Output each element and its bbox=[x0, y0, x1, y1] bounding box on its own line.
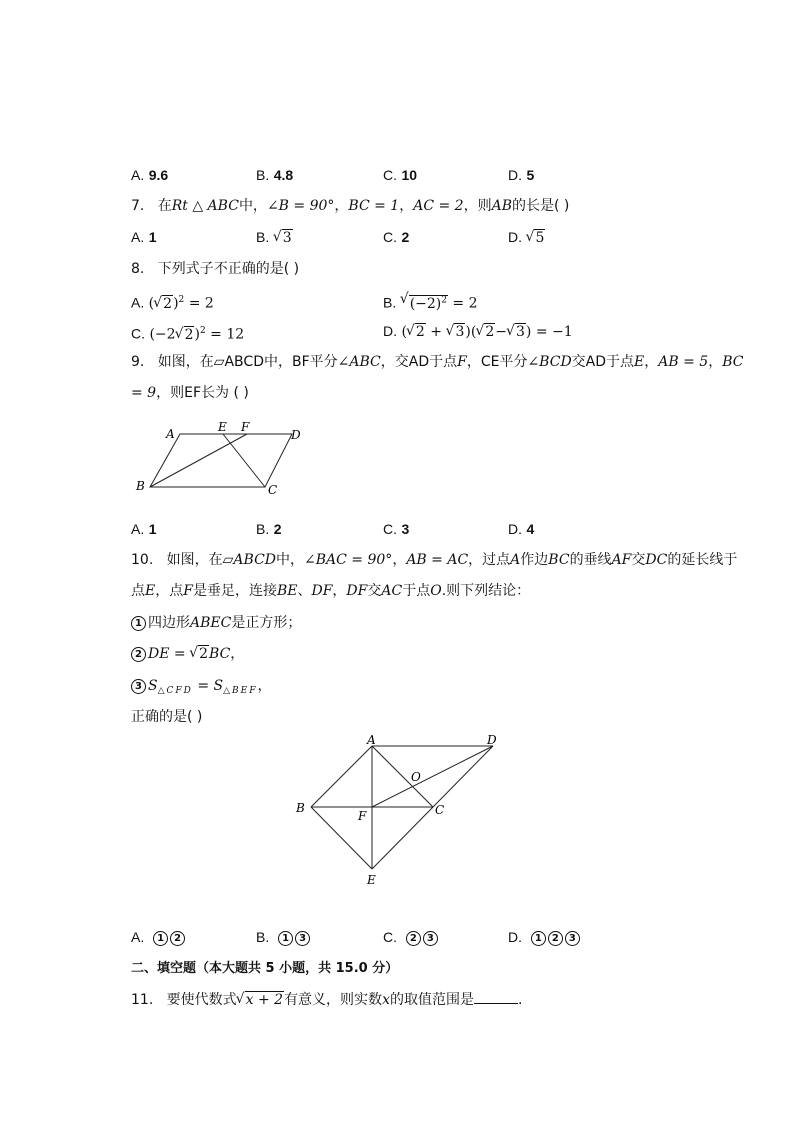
q8-option-c: C. (−2√ 2)$^2$ = 12 bbox=[131, 322, 244, 344]
q7-option-a: A. 1 bbox=[131, 229, 157, 245]
q7-option-b: B. √ 3 bbox=[256, 228, 293, 247]
q7-question: 7. 在Rt △ ABC中，∠B = 90°，BC = 1，AC = 2，则AB的长是( ) bbox=[131, 198, 570, 214]
label-f: F bbox=[241, 420, 250, 434]
label-a: A bbox=[166, 427, 175, 441]
label-e: E bbox=[218, 420, 227, 434]
label-b: B bbox=[136, 479, 145, 493]
q10-geometry-figure bbox=[290, 730, 510, 890]
q8-option-a: A. (√ 2)$^2$ = 2 bbox=[131, 291, 214, 313]
segment-ab bbox=[311, 746, 372, 807]
q10-conclusion-2: 2 DE = √ 2BC， bbox=[131, 645, 244, 663]
q7-option-c: C. 2 bbox=[383, 229, 410, 245]
q9-option-d: D. 4 bbox=[508, 521, 535, 537]
q9-question-line1: 9. 如图，在▱ABCD中，BF平分∠ABC，交AD于点F，CE平分∠BCD交AD于点E，AB = 5，BC bbox=[131, 354, 744, 370]
q6-option-a: A. 9.6 bbox=[131, 167, 169, 183]
parallelogram-abcd bbox=[150, 434, 292, 487]
label-e: E bbox=[367, 873, 376, 887]
q11-question: 11. 要使代数式√ x + 2有意义，则实数x的取值范围是 . bbox=[131, 991, 522, 1009]
label-c: C bbox=[435, 803, 445, 817]
q10-option-c: C. 2 3 bbox=[383, 928, 440, 947]
q10-option-d: D. 1 2 3 bbox=[508, 928, 582, 947]
label-f: F bbox=[358, 809, 367, 823]
q10-ask: 正确的是( ) bbox=[131, 709, 203, 725]
segment-df bbox=[372, 746, 493, 807]
q10-option-a: A. 1 2 bbox=[131, 928, 187, 947]
q10-conclusion-3: 3 $S_{\triangle CFD} = S_{\triangle BEF}$， bbox=[131, 677, 271, 700]
q8-question: 8. 下列式子不正确的是( ) bbox=[131, 261, 300, 277]
q10-question-line1: 10. 如图，在▱ABCD中，∠BAC = 90°，AB = AC，过点A作边BC的垂线AF交DC的延长线于 bbox=[131, 552, 738, 568]
label-c: C bbox=[268, 483, 278, 497]
q7-option-d: D. √ 5 bbox=[508, 228, 545, 247]
q10-option-b: B. 1 3 bbox=[256, 928, 312, 947]
label-d: D bbox=[487, 733, 497, 747]
q10-conclusion-1: 1 四边形ABEC是正方形； bbox=[131, 614, 301, 632]
label-a: A bbox=[367, 733, 376, 747]
q6-option-b: B. 4.8 bbox=[256, 167, 294, 183]
q10-question-line2: 点E，点F是垂足，连接BE、DF，DF交AC于点O.则下列结论： bbox=[131, 583, 531, 599]
q9-option-b: B. 2 bbox=[256, 521, 282, 537]
q6-option-c: C. 10 bbox=[383, 167, 418, 183]
q11-answer-blank[interactable] bbox=[474, 991, 518, 1004]
segment-ce bbox=[223, 434, 265, 487]
q8-option-d: D. (√ 2 + √ 3)(√ 2−√ 3) = −1 bbox=[383, 322, 573, 341]
q9-question-line2: = 9，则EF长为 ( ) bbox=[131, 385, 249, 401]
q9-option-a: A. 1 bbox=[131, 521, 157, 537]
q6-option-d: D. 5 bbox=[508, 167, 535, 183]
section2-title: 二、填空题（本大题共 5 小题，共 15.0 分） bbox=[131, 961, 399, 976]
q8-option-b: B. √ $(-2)^2 = 2$ bbox=[383, 291, 478, 313]
segment-ac bbox=[372, 746, 433, 807]
label-b: B bbox=[296, 801, 305, 815]
q9-parallelogram-figure bbox=[130, 418, 310, 500]
q9-option-c: C. 3 bbox=[383, 521, 410, 537]
label-o: O bbox=[411, 770, 421, 784]
label-d: D bbox=[291, 428, 301, 442]
